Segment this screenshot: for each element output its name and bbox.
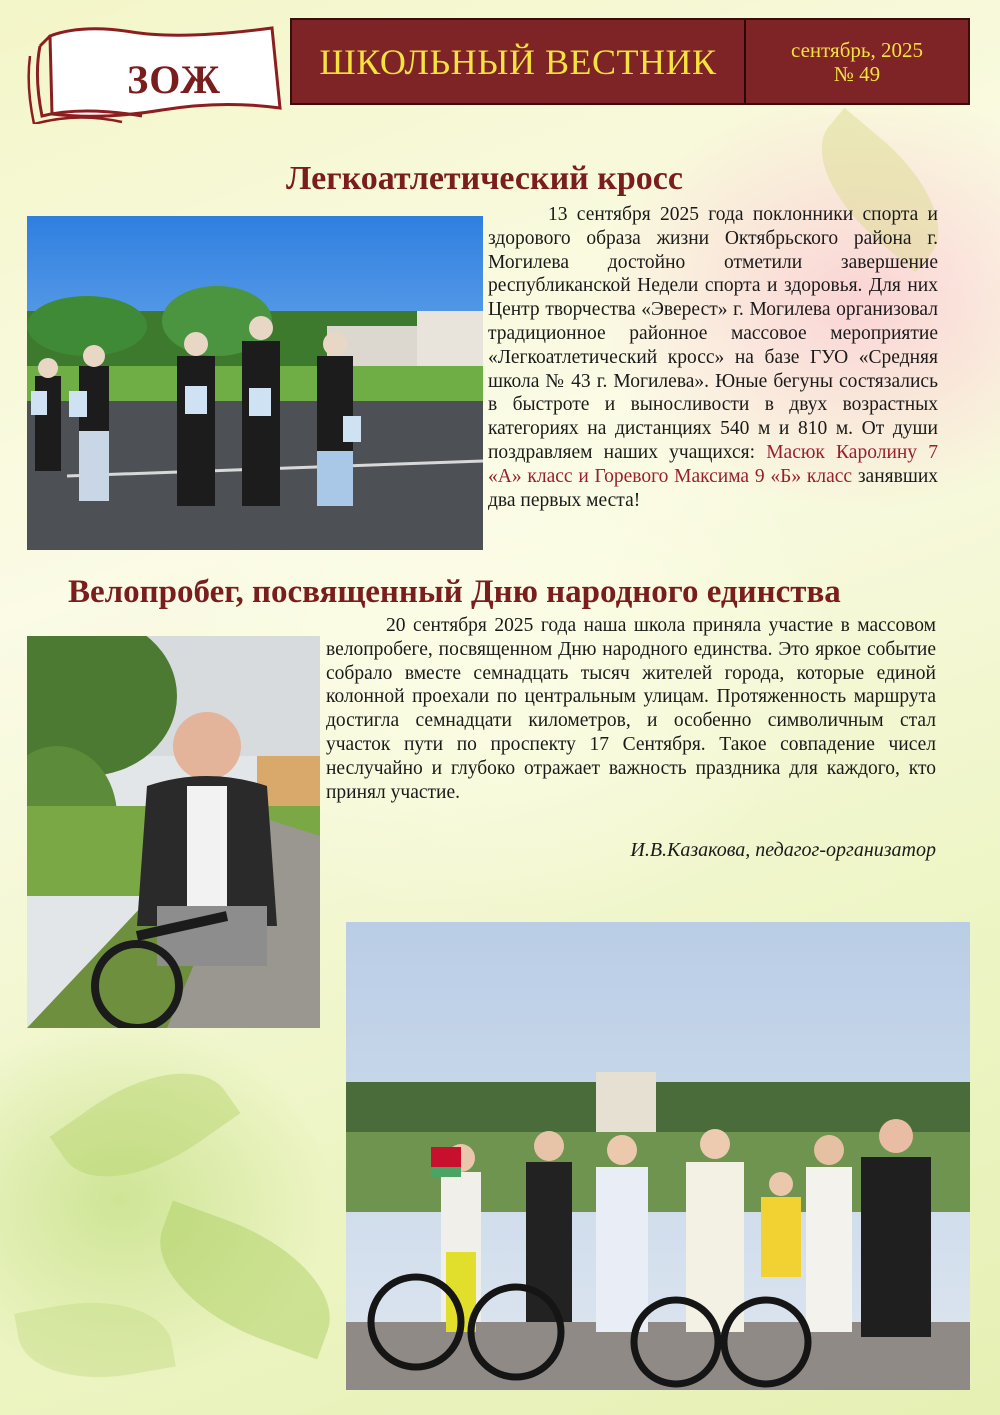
author-signature: И.В.Казакова, педагог-организатор xyxy=(630,839,936,861)
article-heading-bike: Велопробег, посвященный Дню народного единства xyxy=(68,574,841,610)
newsletter-title: ШКОЛЬНЫЙ ВЕСТНИК xyxy=(292,20,746,103)
decorative-leaf xyxy=(14,1288,176,1393)
photo-cross-winners xyxy=(27,216,483,550)
photo-cyclist xyxy=(27,636,320,1028)
section-ribbon xyxy=(22,16,284,124)
article-text-bike-body: 20 сентября 2025 года наша школа приняла участие в массовом велопробеге, посвященном Дню народного единства. Это яркое событие собрало вместе семнадцать тысяч жителей города, которые единой колонной проехали по центральным улицам. Протяженность маршрута достигла семнадцати километров, и особенно символичным стал участок пути по проспекту 17 Сентября. Такое совпадение чисел неслучайно и глубоко отражает важность праздника для каждого, кто принял участие. xyxy=(326,615,936,803)
decorative-leaf xyxy=(139,1201,352,1360)
article-text-cross-end: занявших два первых места! xyxy=(488,465,939,511)
photo-group-bike-ride xyxy=(346,922,970,1390)
newsletter-banner xyxy=(290,18,970,105)
issue-date: сентябрь, 2025 xyxy=(791,37,923,62)
article-heading-cross: Легкоатлетический кросс xyxy=(286,160,683,197)
issue-info xyxy=(746,20,968,103)
decorative-leaf xyxy=(50,1039,241,1210)
article-text-bike xyxy=(326,614,936,804)
winners-highlight: Масюк Каролину 7 «А» класс и Горевого Максима 9 «Б» класс xyxy=(488,441,938,487)
article-text-cross xyxy=(488,203,938,512)
issue-number: № 49 xyxy=(833,61,881,86)
section-label: ЗОЖ xyxy=(127,57,221,102)
article-text-cross-body: 13 сентября 2025 года поклонники спорта и здорового образа жизни Октябрьского района г. Могилева достойно отметили завершение республиканской Недели спорта и здоровья. Для них Центр творчества «Эверест» г. Могилева организовал традиционное районное массовое мероприятие «Легкоатлетический кросс» на базе ГУО «Средняя школа № 43 г. Могилева». Юные бегуны состязались в быстроте и выносливости в двух возрастных категориях на дистанциях 540 м и 810 м. От души поздравляем наших учащихся: xyxy=(488,204,938,463)
